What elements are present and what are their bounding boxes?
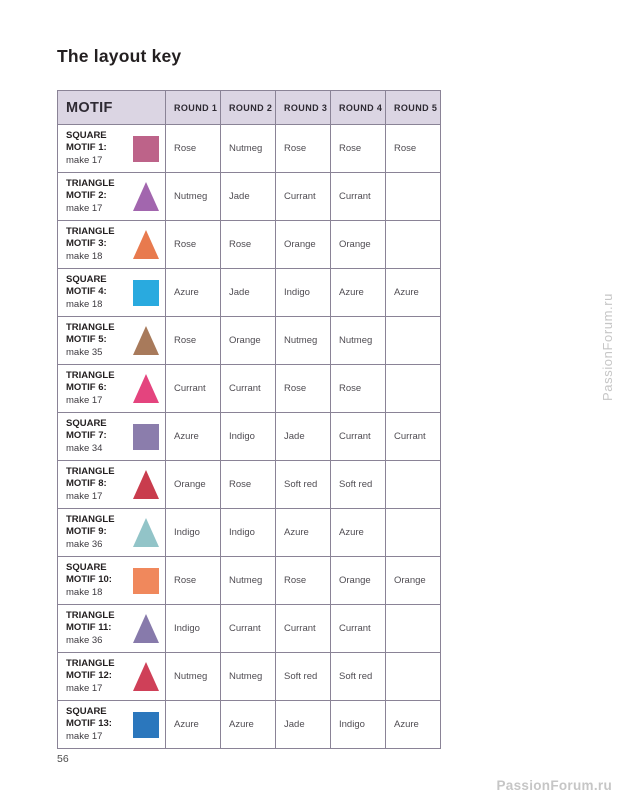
round-cell: Rose: [166, 317, 221, 365]
round-column-header: ROUND 4: [331, 91, 386, 125]
motif-name: [66, 274, 130, 311]
square-swatch: [133, 424, 159, 450]
round-cell: Rose: [221, 221, 276, 269]
round-cell: Indigo: [166, 509, 221, 557]
motif-cell: [58, 413, 166, 461]
round-column-header: ROUND 5: [386, 91, 441, 125]
round-cell: Azure: [386, 269, 441, 317]
motif-name-line: MOTIF 10:: [66, 574, 112, 586]
round-cell: Rose: [386, 125, 441, 173]
round-cell: [386, 317, 441, 365]
round-cell: Jade: [221, 173, 276, 221]
round-cell: Soft red: [276, 461, 331, 509]
motif-make-count: make 34: [66, 442, 103, 454]
table-row: [58, 605, 441, 653]
triangle-swatch: [133, 326, 159, 355]
motif-cell: [58, 701, 166, 749]
motif-cell: [58, 221, 166, 269]
motif-name-line: MOTIF 11:: [66, 622, 112, 634]
round-cell: Indigo: [331, 701, 386, 749]
table-row: [58, 317, 441, 365]
motif-name: [66, 418, 130, 455]
motif-swatch-wrap: [130, 568, 162, 594]
round-cell: Currant: [221, 605, 276, 653]
watermark-bottom: PassionForum.ru: [496, 778, 612, 793]
watermark-side: PassionForum.ru: [600, 293, 615, 401]
round-cell: Soft red: [276, 653, 331, 701]
triangle-swatch: [133, 230, 159, 259]
motif-swatch-wrap: [130, 326, 162, 355]
triangle-swatch: [133, 470, 159, 499]
round-cell: Orange: [331, 557, 386, 605]
table-row: [58, 221, 441, 269]
motif-make-count: make 18: [66, 250, 103, 262]
motif-name-line: MOTIF 13:: [66, 718, 112, 730]
round-cell: Azure: [221, 701, 276, 749]
round-cell: Azure: [331, 269, 386, 317]
round-cell: [386, 509, 441, 557]
round-cell: [386, 653, 441, 701]
round-cell: Orange: [166, 461, 221, 509]
round-cell: Currant: [221, 365, 276, 413]
motif-name: [66, 130, 130, 167]
motif-swatch-wrap: [130, 518, 162, 547]
table-row: [58, 173, 441, 221]
triangle-swatch: [133, 518, 159, 547]
motif-make-count: make 35: [66, 346, 103, 358]
motif-name-line: MOTIF 9:: [66, 526, 107, 538]
table-row: [58, 269, 441, 317]
motif-name: [66, 466, 130, 503]
round-cell: Orange: [276, 221, 331, 269]
round-cell: Rose: [166, 557, 221, 605]
page-number: 56: [57, 753, 69, 765]
round-cell: Nutmeg: [166, 173, 221, 221]
round-cell: [386, 605, 441, 653]
motif-make-count: make 18: [66, 298, 103, 310]
motif-name-line: MOTIF 1:: [66, 142, 107, 154]
motif-name-line: MOTIF 3:: [66, 238, 107, 250]
motif-swatch-wrap: [130, 230, 162, 259]
motif-cell: [58, 365, 166, 413]
motif-swatch-wrap: [130, 662, 162, 691]
motif-swatch-wrap: [130, 424, 162, 450]
table-row: [58, 413, 441, 461]
motif-name-line: TRIANGLE: [66, 513, 115, 525]
triangle-swatch: [133, 662, 159, 691]
round-cell: [386, 461, 441, 509]
round-cell: Indigo: [221, 413, 276, 461]
table-row: [58, 509, 441, 557]
motif-make-count: make 36: [66, 538, 103, 550]
round-cell: Nutmeg: [331, 317, 386, 365]
round-cell: Orange: [221, 317, 276, 365]
square-swatch: [133, 136, 159, 162]
triangle-swatch: [133, 182, 159, 211]
motif-name: [66, 178, 130, 215]
motif-name-line: MOTIF 8:: [66, 478, 107, 490]
motif-name-line: TRIANGLE: [66, 321, 115, 333]
table-body: [58, 125, 441, 749]
round-cell: Rose: [276, 365, 331, 413]
square-swatch: [133, 280, 159, 306]
round-cell: Nutmeg: [166, 653, 221, 701]
round-cell: Azure: [386, 701, 441, 749]
round-cell: Rose: [166, 125, 221, 173]
motif-swatch-wrap: [130, 470, 162, 499]
table-row: [58, 365, 441, 413]
motif-name-line: MOTIF 4:: [66, 286, 107, 298]
layout-key-table: [57, 90, 441, 749]
motif-make-count: make 17: [66, 490, 103, 502]
motif-name: [66, 706, 130, 743]
motif-cell: [58, 509, 166, 557]
round-cell: [386, 173, 441, 221]
round-cell: Azure: [276, 509, 331, 557]
round-cell: Azure: [166, 701, 221, 749]
round-cell: Rose: [331, 365, 386, 413]
motif-swatch-wrap: [130, 712, 162, 738]
motif-make-count: make 17: [66, 682, 103, 694]
motif-name-line: SQUARE: [66, 705, 107, 717]
round-cell: Rose: [276, 557, 331, 605]
motif-name-line: SQUARE: [66, 417, 107, 429]
round-cell: Currant: [386, 413, 441, 461]
table-header-row: [58, 91, 441, 125]
motif-name-line: TRIANGLE: [66, 609, 115, 621]
motif-name-line: TRIANGLE: [66, 369, 115, 381]
motif-name: [66, 226, 130, 263]
round-cell: Jade: [221, 269, 276, 317]
motif-name-line: SQUARE: [66, 561, 107, 573]
motif-name-line: MOTIF 6:: [66, 382, 107, 394]
square-swatch: [133, 712, 159, 738]
motif-cell: [58, 461, 166, 509]
round-cell: [386, 365, 441, 413]
round-cell: Nutmeg: [221, 557, 276, 605]
motif-name-line: MOTIF 7:: [66, 430, 107, 442]
motif-cell: [58, 125, 166, 173]
round-cell: Soft red: [331, 653, 386, 701]
motif-name-line: TRIANGLE: [66, 657, 115, 669]
round-cell: Currant: [276, 173, 331, 221]
motif-name-line: TRIANGLE: [66, 177, 115, 189]
round-cell: Rose: [331, 125, 386, 173]
motif-make-count: make 17: [66, 154, 103, 166]
motif-swatch-wrap: [130, 374, 162, 403]
round-cell: Nutmeg: [221, 125, 276, 173]
motif-name-line: MOTIF 12:: [66, 670, 112, 682]
triangle-swatch: [133, 614, 159, 643]
motif-name-line: MOTIF 5:: [66, 334, 107, 346]
round-cell: Currant: [331, 173, 386, 221]
motif-swatch-wrap: [130, 182, 162, 211]
motif-swatch-wrap: [130, 614, 162, 643]
round-cell: Azure: [331, 509, 386, 557]
round-cell: Soft red: [331, 461, 386, 509]
motif-name-line: TRIANGLE: [66, 465, 115, 477]
round-cell: Currant: [276, 605, 331, 653]
round-column-header: ROUND 3: [276, 91, 331, 125]
motif-make-count: make 36: [66, 634, 103, 646]
motif-cell: [58, 605, 166, 653]
motif-name: [66, 610, 130, 647]
round-column-header: ROUND 2: [221, 91, 276, 125]
motif-swatch-wrap: [130, 280, 162, 306]
round-column-header: ROUND 1: [166, 91, 221, 125]
motif-name-line: TRIANGLE: [66, 225, 115, 237]
round-cell: Indigo: [276, 269, 331, 317]
table-row: [58, 701, 441, 749]
round-cell: Indigo: [166, 605, 221, 653]
table-header: [58, 91, 441, 125]
table-row: [58, 557, 441, 605]
motif-cell: [58, 557, 166, 605]
table-row: [58, 125, 441, 173]
round-cell: Rose: [221, 461, 276, 509]
round-cell: Currant: [166, 365, 221, 413]
table-row: [58, 653, 441, 701]
round-cell: Orange: [386, 557, 441, 605]
motif-swatch-wrap: [130, 136, 162, 162]
round-cell: Jade: [276, 701, 331, 749]
triangle-swatch: [133, 374, 159, 403]
table-row: [58, 461, 441, 509]
round-cell: Currant: [331, 413, 386, 461]
round-cell: Rose: [276, 125, 331, 173]
square-swatch: [133, 568, 159, 594]
round-cell: Azure: [166, 413, 221, 461]
motif-name: [66, 562, 130, 599]
motif-name: [66, 514, 130, 551]
motif-make-count: make 17: [66, 730, 103, 742]
round-cell: Orange: [331, 221, 386, 269]
round-cell: Nutmeg: [276, 317, 331, 365]
round-cell: Azure: [166, 269, 221, 317]
round-cell: Jade: [276, 413, 331, 461]
motif-make-count: make 17: [66, 202, 103, 214]
round-cell: Nutmeg: [221, 653, 276, 701]
motif-name: [66, 658, 130, 695]
round-cell: Currant: [331, 605, 386, 653]
motif-make-count: make 18: [66, 586, 103, 598]
round-cell: Rose: [166, 221, 221, 269]
motif-name: [66, 370, 130, 407]
motif-cell: [58, 173, 166, 221]
motif-cell: [58, 653, 166, 701]
motif-cell: [58, 317, 166, 365]
motif-name-line: MOTIF 2:: [66, 190, 107, 202]
motif-column-header: MOTIF: [58, 91, 166, 125]
round-cell: [386, 221, 441, 269]
motif-name-line: SQUARE: [66, 129, 107, 141]
motif-name: [66, 322, 130, 359]
motif-cell: [58, 269, 166, 317]
motif-make-count: make 17: [66, 394, 103, 406]
page-title: The layout key: [57, 46, 182, 66]
motif-name-line: SQUARE: [66, 273, 107, 285]
round-cell: Indigo: [221, 509, 276, 557]
